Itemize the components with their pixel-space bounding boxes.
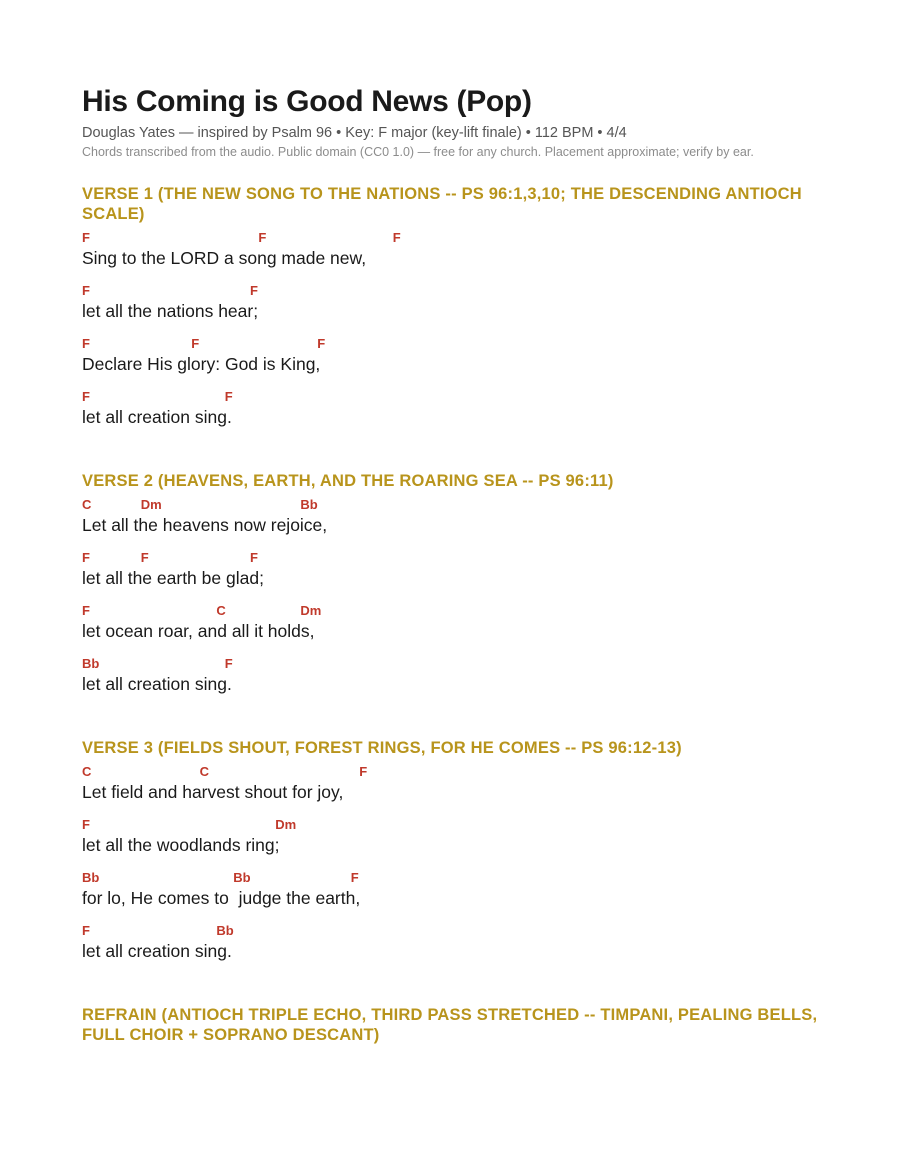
chord-row: [82, 549, 822, 567]
lyric-line: [82, 388, 822, 441]
lyric-line: [82, 335, 822, 388]
chord: F: [359, 764, 368, 779]
section-heading: VERSE 3 (FIELDS SHOUT, FOREST RINGS, FOR HE COMES -- PS 96:12-13): [82, 739, 682, 757]
lyric-line: [82, 549, 822, 602]
lyric-text: let all creation sing.: [82, 941, 232, 961]
lyric-line: [82, 763, 822, 816]
chord: F: [82, 336, 90, 351]
chord: F: [258, 230, 267, 245]
chord: F: [82, 230, 90, 245]
song-note: Chords transcribed from the audio. Public domain (CC0 1.0) — free for any church. Placement approximate; verify by ear.: [82, 145, 754, 159]
chord: F: [82, 550, 90, 565]
lyric-line: [82, 602, 822, 655]
lyric-text: Sing to the LORD a song made new,: [82, 248, 367, 268]
chord: C: [199, 764, 209, 779]
chord-row: [82, 763, 822, 781]
chord-row: [82, 496, 822, 514]
chord: F: [82, 923, 90, 938]
chord: C: [82, 497, 92, 512]
lyric-line: [82, 496, 822, 549]
chord: F: [82, 283, 90, 298]
section-heading: VERSE 1 (THE NEW SONG TO THE NATIONS -- PS 96:1,3,10; THE DESCENDING ANTIOCH SCALE): [82, 185, 802, 223]
lyric-text: let all the nations hear;: [82, 301, 259, 321]
chord: Bb: [216, 923, 234, 938]
lyric-text: let all creation sing.: [82, 674, 232, 694]
chord: F: [82, 389, 90, 404]
song-title: His Coming is Good News (Pop): [82, 85, 532, 118]
chord: Bb: [82, 656, 100, 671]
chord: Bb: [300, 497, 318, 512]
lyric-line: [82, 922, 822, 975]
song-meta: Douglas Yates — inspired by Psalm 96 • Key: F major (key-lift finale) • 112 BPM • 4/4: [82, 125, 627, 141]
chord-row: [82, 922, 822, 940]
chord: F: [224, 389, 233, 404]
section-heading: VERSE 2 (HEAVENS, EARTH, AND THE ROARING SEA -- PS 96:11): [82, 472, 614, 490]
lyric-text: for lo, He comes to judge the earth,: [82, 888, 361, 908]
lyric-line: [82, 869, 822, 922]
chord: F: [140, 550, 149, 565]
chord-row: [82, 602, 822, 620]
lyric-line: [82, 282, 822, 335]
section-heading: REFRAIN (ANTIOCH TRIPLE ECHO, THIRD PASS STRETCHED -- TIMPANI, PEALING BELLS, FULL CHOIR + SOPRANO DESCANT): [82, 1006, 818, 1044]
chord: F: [392, 230, 401, 245]
chord-row: [82, 869, 822, 887]
chord: F: [82, 603, 90, 618]
lyric-line: [82, 816, 822, 869]
lyric-text: Let field and harvest shout for joy,: [82, 782, 344, 802]
song-section: [82, 184, 822, 441]
lyric-text: let all the earth be glad;: [82, 568, 264, 588]
lyric-text: Let all the heavens now rejoice,: [82, 515, 328, 535]
lyric-text: let all the woodlands ring;: [82, 835, 280, 855]
lyric-text: Declare His glory: God is King,: [82, 354, 321, 374]
chord: F: [317, 336, 326, 351]
chord-row: [82, 388, 822, 406]
chord: Dm: [140, 497, 162, 512]
lyric-text: let ocean roar, and all it holds,: [82, 621, 315, 641]
chord: Dm: [275, 817, 297, 832]
chord-row: [82, 335, 822, 353]
lyric-line: [82, 655, 822, 708]
chord: F: [82, 817, 90, 832]
chord: Bb: [233, 870, 251, 885]
chord: C: [82, 764, 92, 779]
song-sheet: [82, 84, 822, 1050]
chord-row: [82, 229, 822, 247]
chord-row: [82, 282, 822, 300]
lyric-line: [82, 229, 822, 282]
chord: F: [350, 870, 359, 885]
song-section: [82, 738, 822, 975]
song-sections: [82, 184, 822, 1045]
chord-row: [82, 655, 822, 673]
song-section: [82, 1005, 822, 1045]
chord: Dm: [300, 603, 322, 618]
chord: F: [224, 656, 233, 671]
chord: F: [250, 283, 258, 298]
chord-row: [82, 816, 822, 834]
lyric-text: let all creation sing.: [82, 407, 232, 427]
chord: F: [250, 550, 258, 565]
song-section: [82, 471, 822, 708]
chord: C: [216, 603, 226, 618]
chord: Bb: [82, 870, 100, 885]
chord: F: [191, 336, 200, 351]
